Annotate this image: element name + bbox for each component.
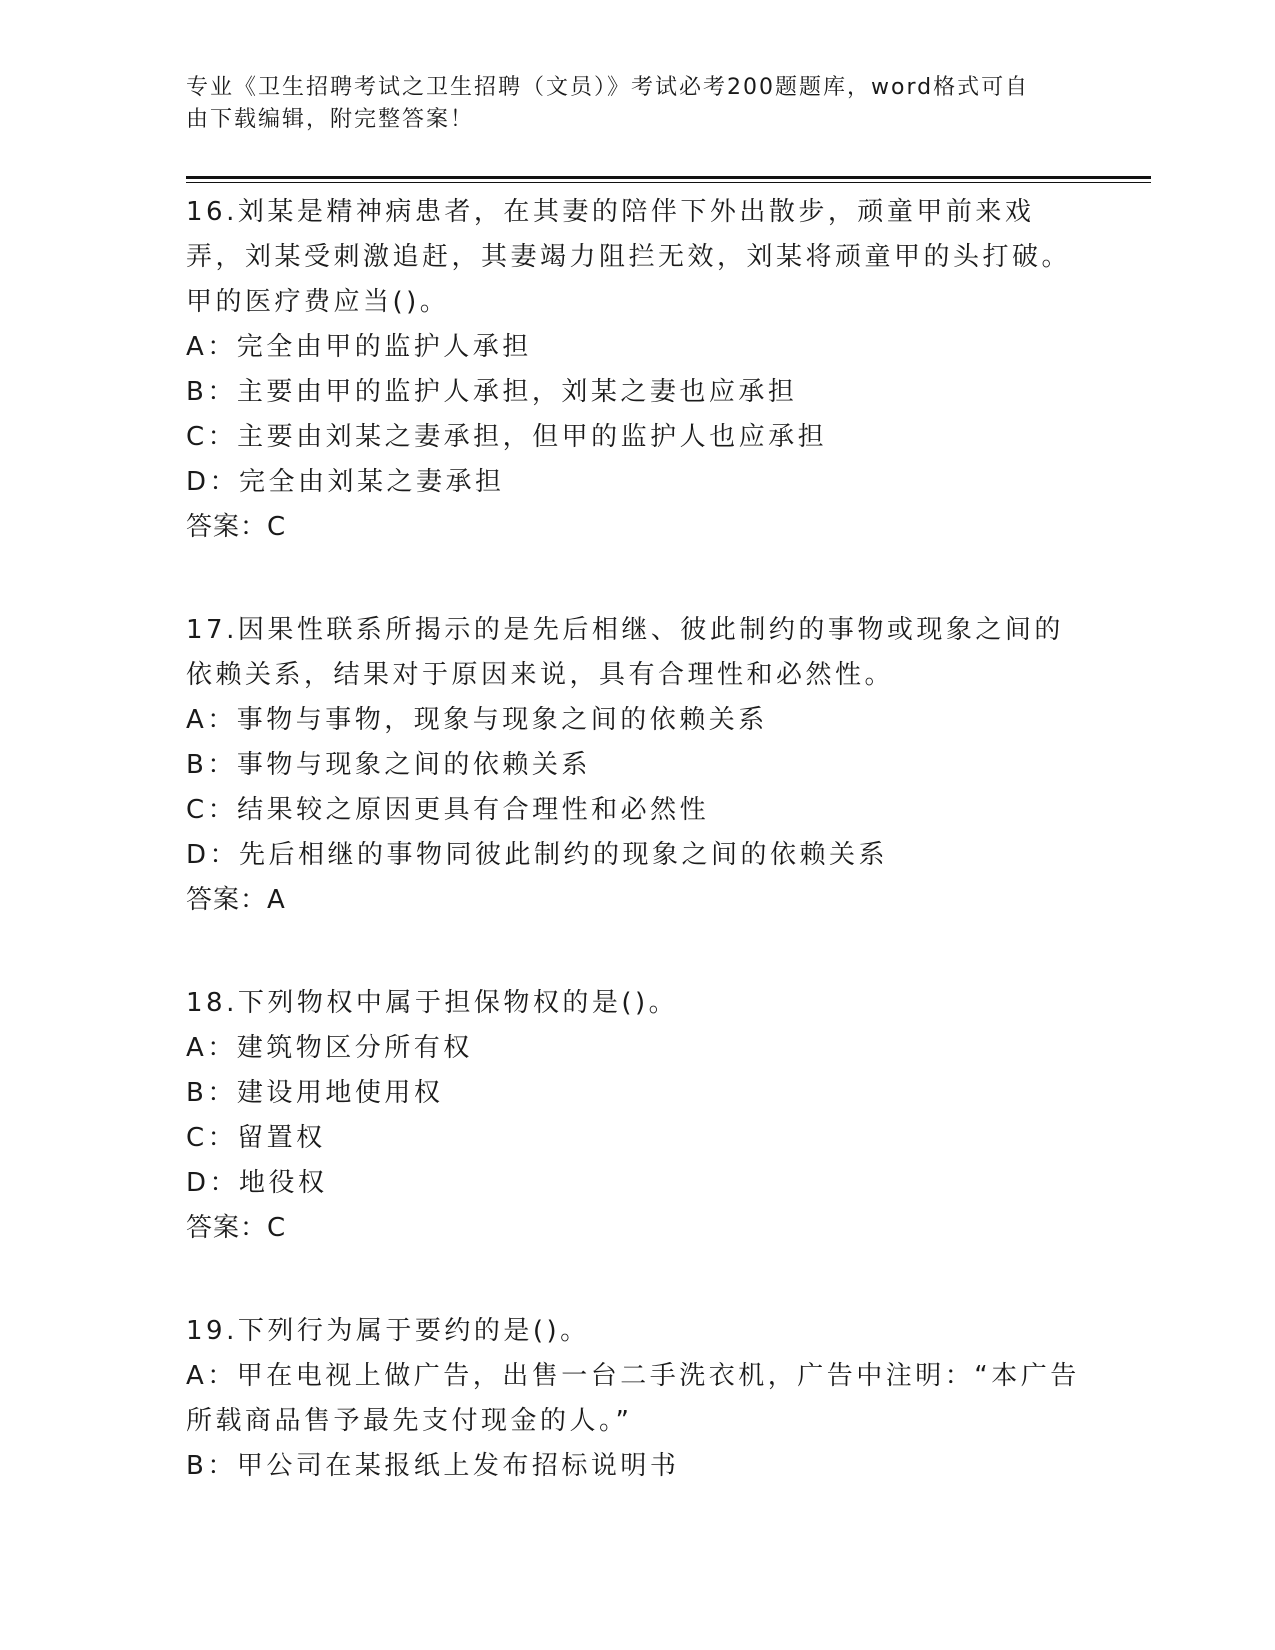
question-text: 17.因果性联系所揭示的是先后相继、彼此制约的事物或现象之间的依赖关系，结果对于原因来说，具有合理性和必然性。	[186, 615, 1064, 690]
option-c: C：结果较之原因更具有合理性和必然性	[186, 795, 710, 825]
header-divider-thin	[186, 182, 1151, 183]
option-d: D：地役权	[186, 1168, 328, 1198]
option-c: C：主要由刘某之妻承担，但甲的监护人也应承担	[186, 422, 828, 452]
question-18	[186, 981, 1086, 1251]
option-a: A：事物与事物，现象与现象之间的依赖关系	[186, 705, 768, 735]
answer: 答案：A	[186, 885, 286, 915]
option-b: B：建设用地使用权	[186, 1078, 444, 1108]
option-d: D：先后相继的事物同彼此制约的现象之间的依赖关系	[186, 840, 889, 870]
question-19	[186, 1309, 1086, 1489]
answer: 答案：C	[186, 512, 287, 542]
option-a: A：甲在电视上做广告，出售一台二手洗衣机，广告中注明：“本广告所载商品售予最先支付现金的人。”	[186, 1361, 1080, 1436]
option-d: D：完全由刘某之妻承担	[186, 467, 505, 497]
option-b: B：甲公司在某报纸上发布招标说明书	[186, 1451, 680, 1481]
header-divider-thick	[186, 176, 1151, 179]
option-a: A：建筑物区分所有权	[186, 1033, 473, 1063]
question-list	[186, 190, 1086, 1547]
question-text: 19.下列行为属于要约的是()。	[186, 1316, 590, 1346]
document-header	[186, 72, 1066, 136]
question-17	[186, 608, 1086, 923]
question-text: 18.下列物权中属于担保物权的是()。	[186, 988, 679, 1018]
option-b: B：事物与现象之间的依赖关系	[186, 750, 591, 780]
question-16	[186, 190, 1086, 550]
header-line-1: 专业《卫生招聘考试之卫生招聘（文员）》考试必考200题题库，word格式可自	[186, 75, 1030, 100]
question-text: 16.刘某是精神病患者，在其妻的陪伴下外出散步，顽童甲前来戏弄，刘某受刺激追赶，其妻竭力阻拦无效，刘某将顽童甲的头打破。甲的医疗费应当()。	[186, 197, 1072, 317]
option-c: C：留置权	[186, 1123, 326, 1153]
answer: 答案：C	[186, 1213, 287, 1243]
option-a: A：完全由甲的监护人承担	[186, 332, 532, 362]
header-line-2: 由下载编辑，附完整答案！	[186, 107, 475, 132]
option-b: B：主要由甲的监护人承担，刘某之妻也应承担	[186, 377, 798, 407]
